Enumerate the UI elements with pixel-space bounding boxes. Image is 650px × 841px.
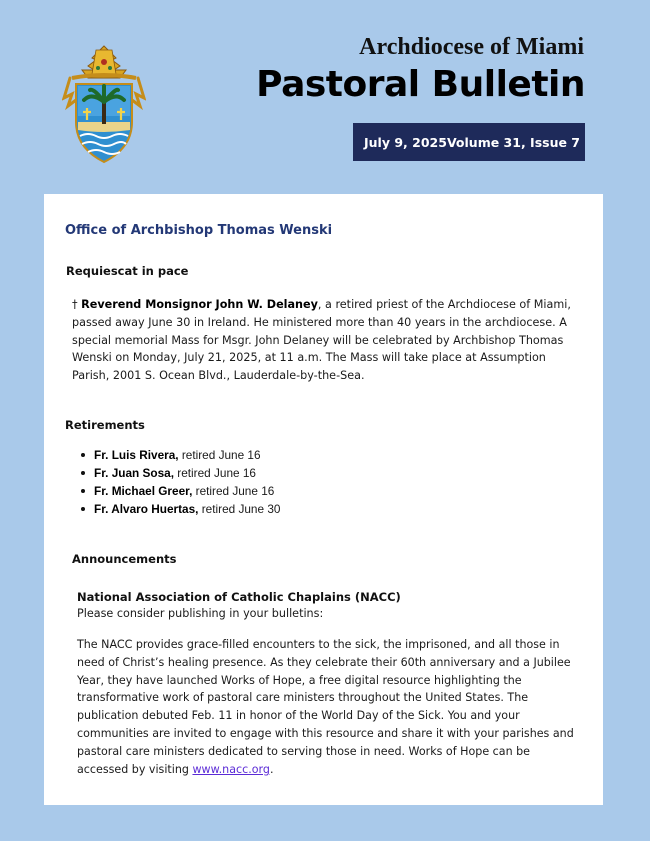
requiescat-heading: Requiescat in pace — [66, 264, 189, 278]
list-item: Fr. Alvaro Huertas, retired June 30 — [78, 500, 280, 518]
nacc-paragraph: The NACC provides grace-filled encounters to the sick, the imprisoned, and all those in need of Christ’s healing presence. As they celebrate their 60th anniversary and a Jubilee Year, they have launched Works of Hope, a free digital resource highlighting the transformative work of pastoral care ministers throughout the United States. The publication debuted Feb. 11 in honor of the World Day of the Sick. You and your communities are invited to engage with this resource and share it with your parishes and pastoral care ministers dedicated to serving those in need. Works of Hope can be accessed by visiting www.nacc.org. — [77, 638, 574, 776]
announcements-heading: Announcements — [72, 552, 177, 566]
nacc-title: National Association of Catholic Chaplains (NACC) — [77, 590, 401, 604]
issue-date: July 9, 2025 — [364, 134, 447, 150]
nacc-website-link[interactable]: www.nacc.org — [192, 762, 270, 776]
cross-symbol: † — [72, 298, 78, 311]
issue-volume: Volume 31, Issue 7 — [446, 134, 581, 150]
requiescat-body: , a retired priest of the Archdiocese of Miami, passed away June 30 in Ireland. He ministered more than 40 years in the archdiocese. A special memorial Mass for Msgr. John Delaney will be celebrated by Archbishop Thomas Wenski on Monday, July 21, 2025, at 11 a.m. The Mass will take place at Assumption Parish, 2001 S. Ocean Blvd., Lauderdale-by-the-Sea. — [72, 298, 571, 383]
list-item: Fr. Luis Rivera, retired June 16 — [78, 446, 280, 464]
office-heading: Office of Archbishop Thomas Wenski — [65, 223, 333, 238]
list-item: Fr. Juan Sosa, retired June 16 — [78, 464, 280, 482]
bulletin-content-card — [44, 194, 603, 805]
organization-name: Archdiocese of Miami — [359, 34, 584, 60]
issue-info-bar — [353, 123, 585, 161]
publication-title: Pastoral Bulletin — [256, 64, 585, 105]
retirements-heading: Retirements — [65, 418, 145, 432]
requiescat-paragraph — [72, 296, 572, 385]
retirements-list — [78, 446, 280, 518]
archdiocesan-coat-of-arms-icon — [62, 44, 146, 166]
nacc-subtitle: Please consider publishing in your bulletins: — [77, 607, 324, 620]
deceased-name: Reverend Monsignor John W. Delaney — [81, 298, 318, 311]
list-item: Fr. Michael Greer, retired June 16 — [78, 482, 280, 500]
